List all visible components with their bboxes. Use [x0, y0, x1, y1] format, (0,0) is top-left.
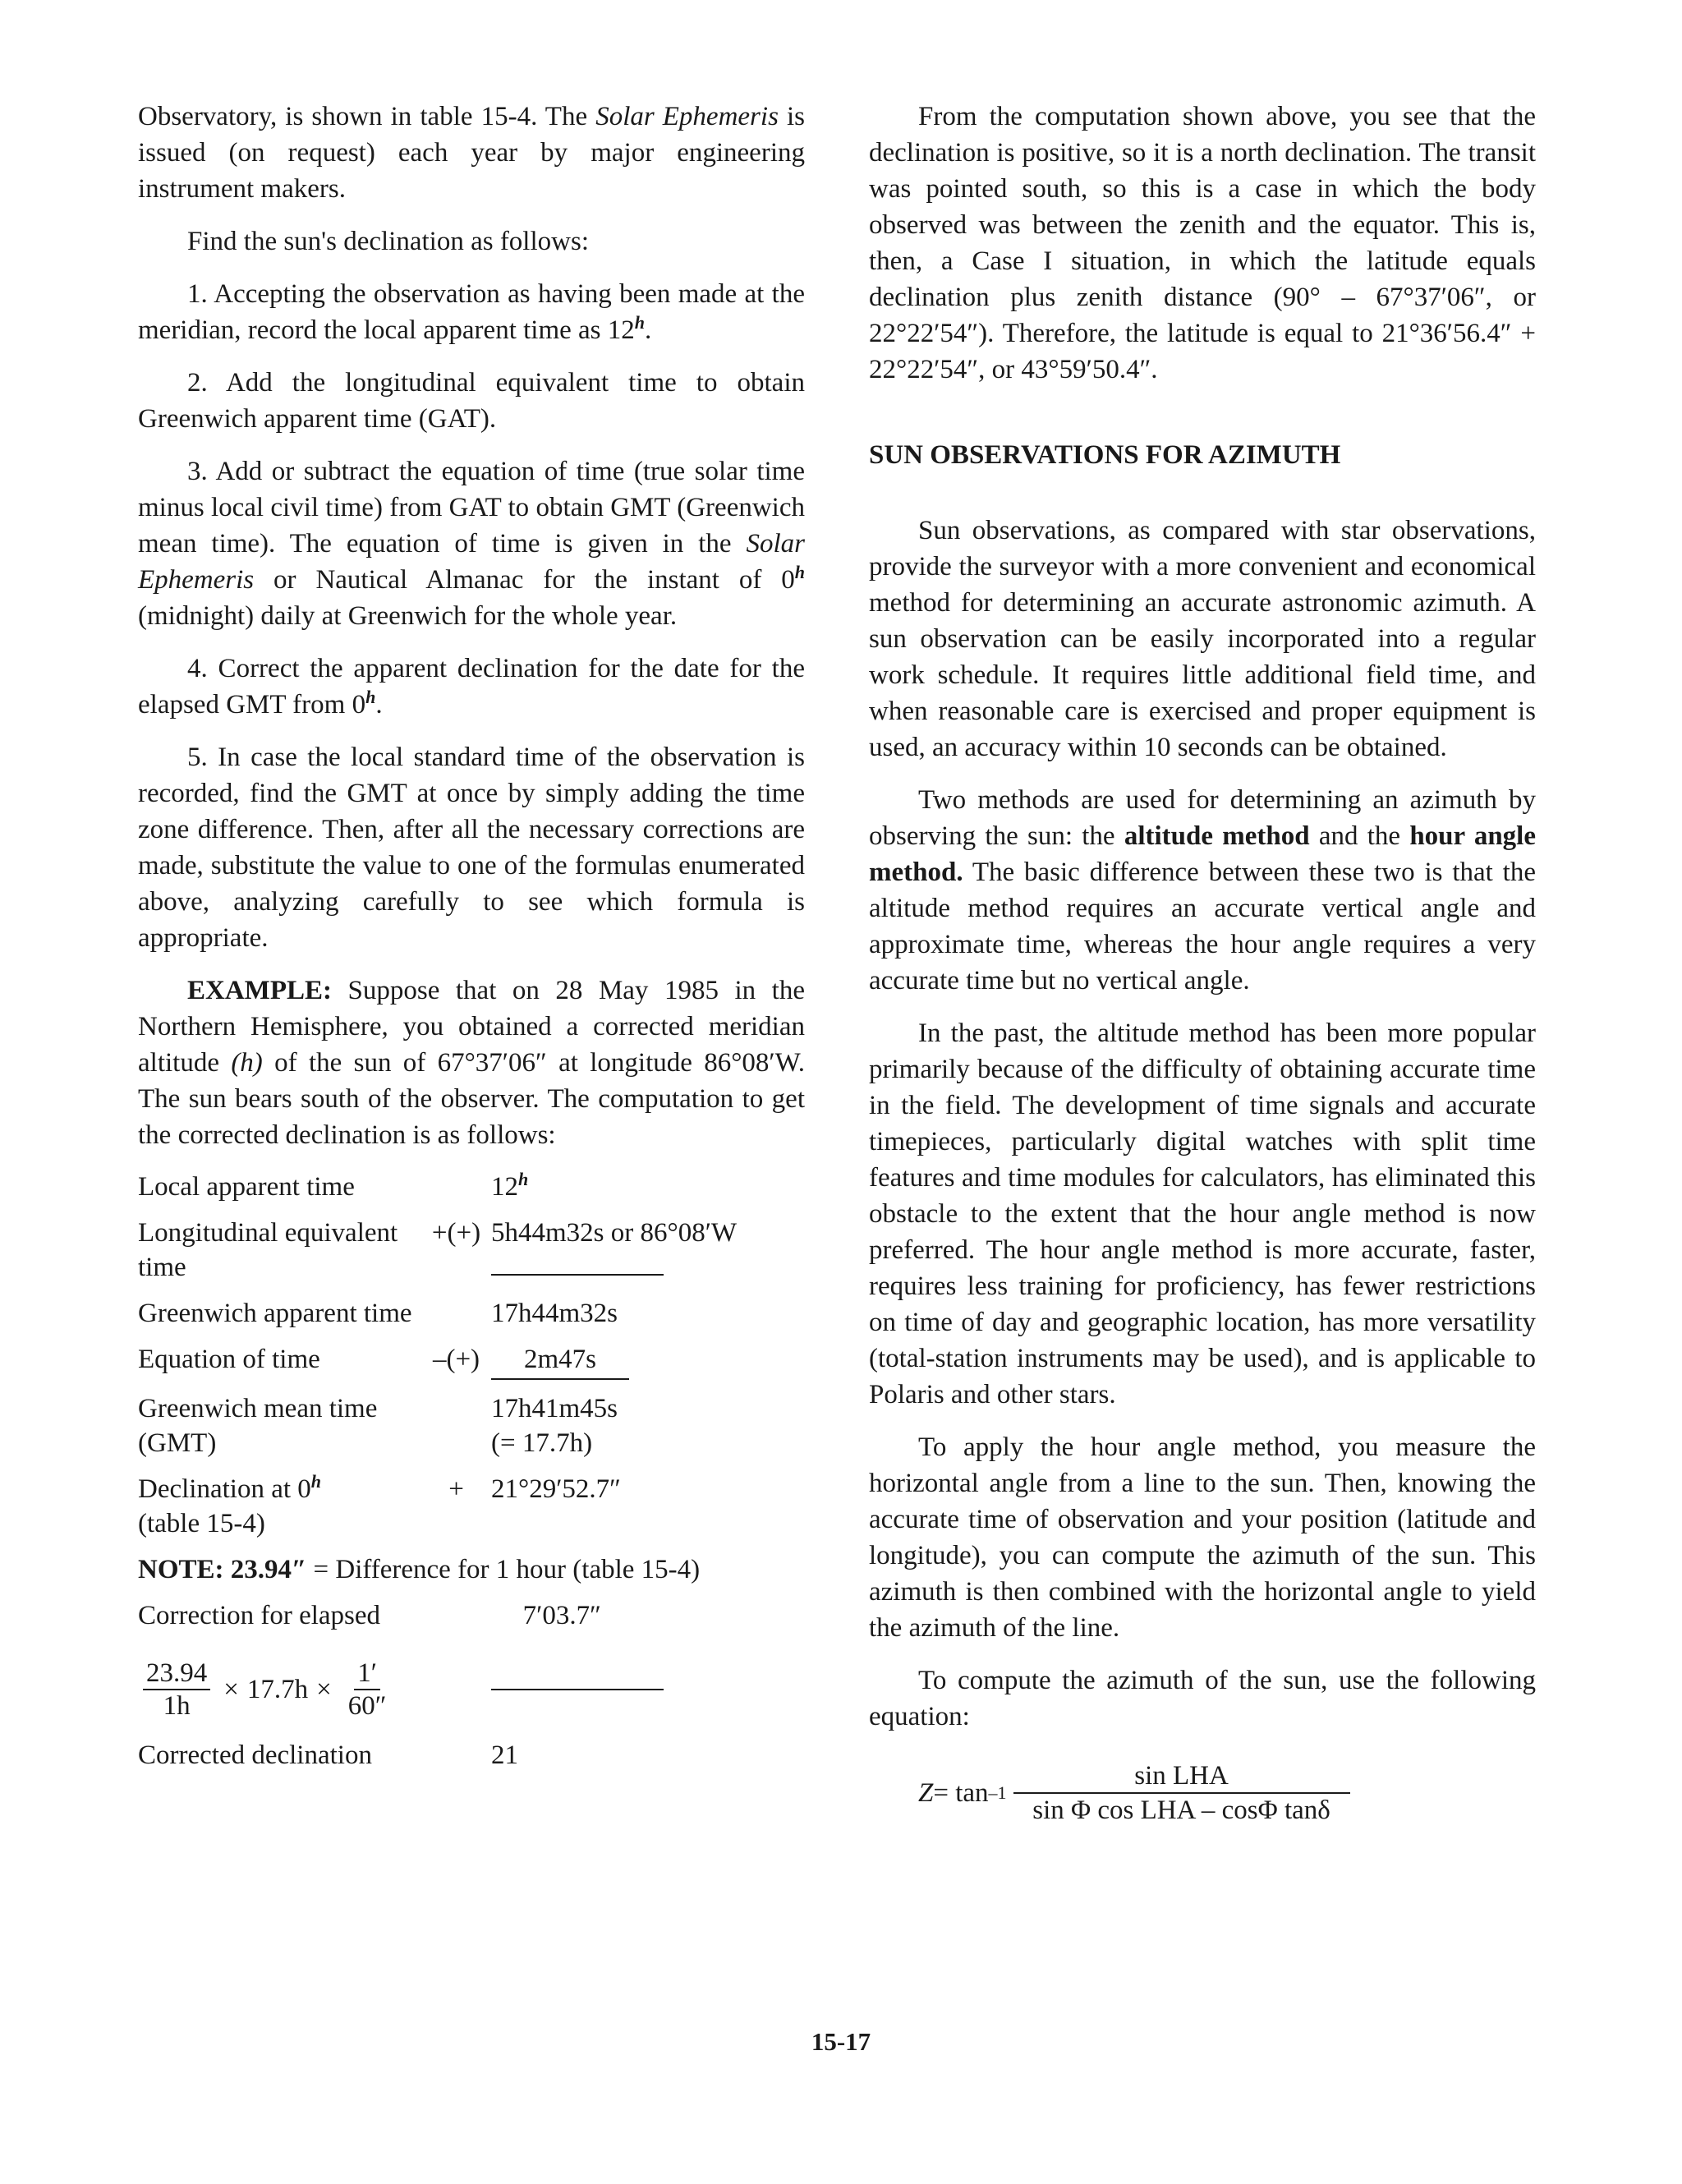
paragraph: Find the sun's declination as follows: — [187, 227, 589, 256]
right-column — [869, 99, 1536, 1827]
table-row: Corrected declination 21 — [138, 1740, 518, 1770]
list-item: 3. Add or subtract the equation of time (true solar time minus local civil time) from GAT to obtain GMT (Greenwich mean time). The equation of time is given in the Solar Ephemeris or Nautical Almanac for the instant of 0$^h$ (midnight) daily at Greenwich for the whole year. — [138, 457, 805, 631]
computation-table — [138, 1170, 805, 1772]
azimuth-equation: Z = tan –1 $\frac{\text{sin LHA}}{\text{sin Φ cos LHA – cosΦ tanδ}}$ — [869, 1759, 1536, 1827]
fraction: $\frac{1'}{60''}$ — [347, 1658, 387, 1721]
list-item: 5. In case the local standard time of the observation is recorded, find the GMT at once by simply adding the time zone difference. Then, after all the necessary corrections are made, substitute the value to one of the formulas enumerated above, analyzing carefully to see which formula is appropriate. — [138, 743, 805, 953]
divider — [491, 1689, 664, 1690]
paragraph: From the computation shown above, you see that the declination is positive, so it is a north declination. The transit was pointed south, so this is a case in which the body observed was between the zenith and the equator. This is, then, a Case I situation, in which the latitude equals declination plus zenith distance (90° – 67°37′06″, or 22°22′54″). Therefore, the latitude is equal to 21°36′56.4″ + 22°22′54″, or 43°59′50.4″. — [869, 102, 1536, 384]
divider — [491, 1274, 664, 1276]
list-item: 1. Accepting the observation as having been made at the meridian, record the local apparent time as 12$^h$. — [138, 279, 805, 345]
table-row: Correction for elapsed 7′03.7″ — [138, 1601, 601, 1630]
paragraph: Observatory, is shown in table 15-4. The Solar Ephemeris is issued (on request) each year by major engineering instrument makers. — [138, 102, 806, 204]
table-row: Longitudinal equivalent time +(+) 5h44m32s or 86°08′W — [138, 1218, 738, 1282]
note: NOTE: 23.94″ = Difference for 1 hour (table 15-4) — [138, 1555, 701, 1584]
fraction: $\frac{23.94}{1h}$ — [143, 1658, 210, 1722]
section-heading: SUN OBSERVATIONS FOR AZIMUTH — [869, 440, 1341, 470]
paragraph: Sun observations, as compared with star observations, provide the surveyor with a more convenient and economical method for determining an accurate astronomic azimuth. A sun observation can be easily incorporated into a regular work schedule. It requires little additional field time, and when reasonable care is exercised and proper equipment is used, an accuracy within 10 seconds can be obtained. — [869, 516, 1536, 762]
table-row: Local apparent time 12$^h$ — [138, 1169, 529, 1202]
paragraph: To apply the hour angle method, you measure the horizontal angle from a line to the sun. Then, knowing the accurate time of observation and your position (latitude and longitude), you can compute the azimuth of the sun. This azimuth is then combined with the horizontal angle to yield the azimuth of the line. — [869, 1432, 1536, 1643]
paragraph: To compute the azimuth of the sun, use the following equation: — [869, 1666, 1536, 1731]
table-row: Declination at 0$^h$ (table 15-4) + 21°29′52.7″ — [138, 1471, 621, 1538]
correction-formula: $\frac{23.94}{1h}$ × 17.7h × $\frac{1'}{60''}$ — [138, 1658, 805, 1722]
list-item: 4. Correct the apparent declination for the date for the elapsed GMT from 0$^h$. — [138, 654, 805, 720]
table-row: Greenwich apparent time 17h44m32s — [138, 1299, 618, 1328]
left-column — [138, 99, 805, 1784]
table-row: Equation of time –(+) 2m47s — [138, 1342, 805, 1380]
page-number: 15-17 — [811, 2027, 871, 2056]
list-item: 2. Add the longitudinal equivalent time to obtain Greenwich apparent time (GAT). — [138, 368, 805, 434]
fraction: $\frac{\text{sin LHA}}{\text{sin Φ cos LHA – cosΦ tanδ}}$ — [1013, 1759, 1350, 1827]
paragraph: Two methods are used for determining an azimuth by observing the sun: the altitude method and the hour angle method. The basic difference between these two is that the altitude method requires an accurate vertical angle and approximate time, whereas the hour angle requires a very accurate time but no vertical angle. — [869, 785, 1536, 995]
paragraph: In the past, the altitude method has been more popular primarily because of the difficulty of obtaining accurate time in the field. The development of time signals and accurate timepieces, particularly digital watches with split time features and time modules for calculators, has eliminated this obstacle to the extent that the hour angle method is now preferred. The hour angle method is more accurate, faster, requires less training for proficiency, has fewer restrictions on time of day and geographic location, has more versatility (total-station instruments may be used), and is applicable to Polaris and other stars. — [869, 1018, 1536, 1409]
table-row: Greenwich mean time (GMT) 17h41m45s (= 17.7h) — [138, 1394, 618, 1458]
example-paragraph: EXAMPLE: Suppose that on 28 May 1985 in the Northern Hemisphere, you obtained a corrected meridian altitude (h) of the sun of 67°37′06″ at longitude 86°08′W. The sun bears south of the observer. The computation to get the corrected declination is as follows: — [138, 976, 805, 1150]
